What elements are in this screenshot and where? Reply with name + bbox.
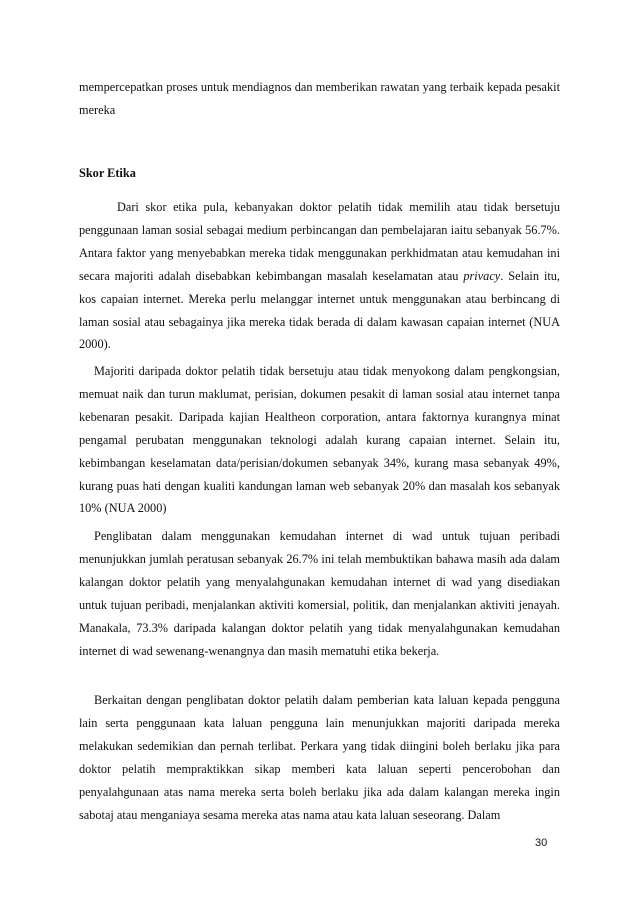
paragraph-4: Berkaitan dengan penglibatan doktor pelatih dalam pemberian kata laluan kepada pengguna lain serta penggunaan kata laluan pengguna lain menunjukkan majoriti daripada mereka melakukan sedemikian dan pernah terlibat. Perkara yang tidak diingini boleh berlaku jika para doktor pelatih mempraktikkan sikap memberi kata laluan seperti pencerobohan dan penyalahgunaan atas nama mereka serta boleh berlaku jika ada dalam kalangan mereka ingin sabotaj atau menganiaya sesama mereka atas nama atau kata laluan seseorang. Dalam: [79, 693, 560, 822]
continuation-text: mempercepatkan proses untuk mendiagnos dan memberikan rawatan yang terbaik kepada pesakit mereka: [79, 80, 560, 117]
continuation-paragraph: [79, 76, 560, 122]
paragraph-3: Penglibatan dalam menggunakan kemudahan internet di wad untuk tujuan peribadi menunjukkan jumlah peratusan sebanyak 26.7% ini telah membuktikan bahawa masih ada dalam kalangan doktor pelatih yang menyalahgunakan kemudahan internet di wad yang disediakan untuk tujuan peribadi, menjalankan aktiviti komersial, politik, dan menjalankan aktiviti jenayah. Manakala, 73.3% daripada kalangan doktor pelatih yang tidak menyalahgunakan kemudahan internet di wad sewenang-wenangnya dan masih mematuhi etika bekerja.: [79, 529, 560, 658]
paragraph-password: [79, 689, 560, 826]
page-number: 30: [535, 837, 548, 849]
paragraph-2: Majoriti daripada doktor pelatih tidak bersetuju atau tidak menyokong dalam pengkongsian, memuat naik dan turun maklumat, perisian, dokumen pesakit di laman sosial atau internet tanpa kebenaran pesakit. Daripada kajian Healtheon corporation, antara faktornya kurangnya minat pengamal perubatan menggunakan teknologi adalah kurang capaian internet. Selain itu, kebimbangan keselamatan data/perisian/dokumen sebanyak 34%, kurang masa sebanyak 49%, kurang puas hati dengan kualiti kandungan laman web sebanyak 20% dan masalah kos sebanyak 10% (NUA 2000): [79, 364, 560, 516]
paragraph-1-text-b: . Selain itu, kos capaian internet. Mereka perlu melanggar internet untuk menggunakan atau berbincang di laman sosial atau sebagainya jika mereka tidak berada di dalam kawasan capaian internet (NUA 2000).: [79, 268, 560, 352]
paragraph-majority: [79, 360, 560, 520]
paragraph-involvement: [79, 525, 560, 662]
paragraph-ethics-score: [79, 196, 560, 356]
paragraph-1-text-a: Dari skor etika pula, kebanyakan doktor pelatih tidak memilih atau tidak bersetuju penggunaan laman sosial sebagai medium perbincangan dan pembelajaran iaitu sebanyak 56.7%. Antara faktor yang menyebabkan mereka tidak menggunakan perkhidmatan atau kemudahan ini secara majoriti adalah disebabkan kebimbangan masalah keselamatan atau: [79, 200, 560, 283]
section-heading: Skor Etika: [79, 166, 136, 180]
paragraph-1-italic: privacy: [463, 268, 501, 283]
paragraph-1: [79, 196, 560, 356]
